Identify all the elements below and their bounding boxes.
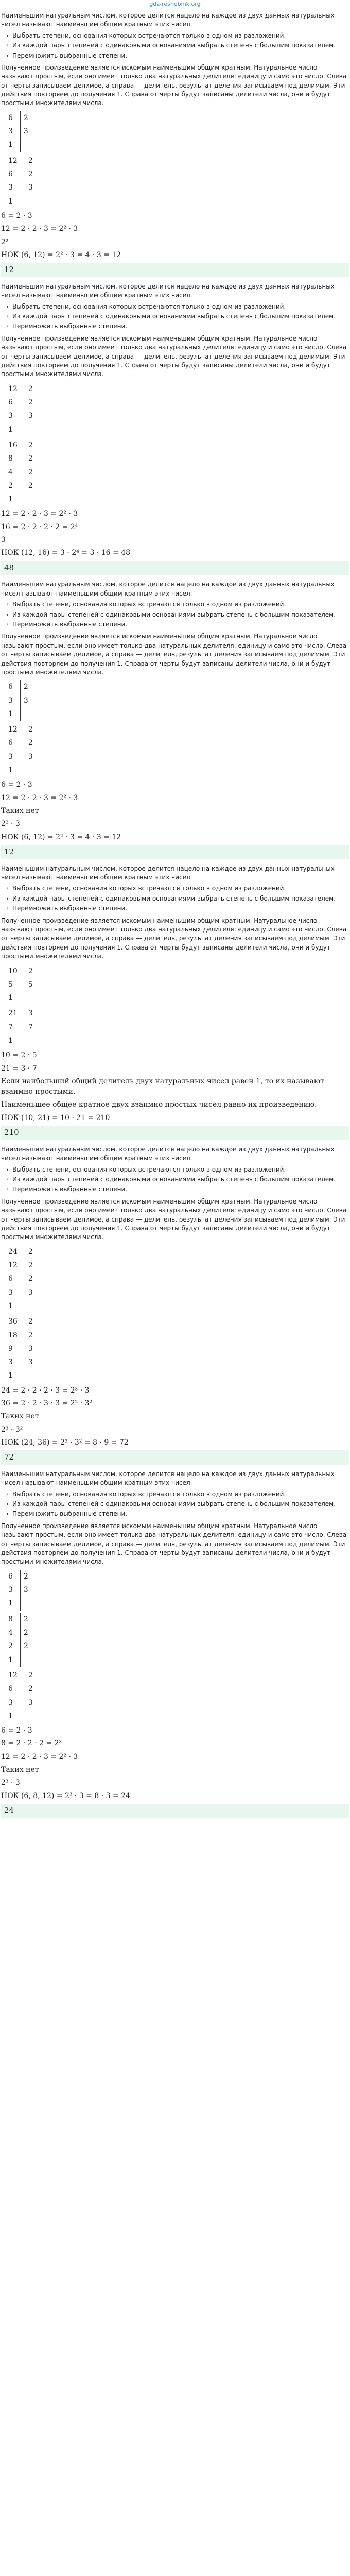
dividend-cell: 4 [8, 1629, 13, 1637]
factorization-row [5, 1272, 40, 1285]
formula-line: 16 = 2 · 2 · 2 · 2 = 2⁴ [1, 522, 78, 531]
factorization-row [5, 680, 36, 693]
step-bullet-icon: › [6, 1175, 9, 1183]
divisor-cell: 2 [25, 1272, 40, 1285]
factorization-table [5, 154, 40, 208]
dividend-cell: 6 [8, 1275, 13, 1283]
dividend-cell: 1 [8, 1599, 13, 1608]
algorithm-step-text: Из каждой пары степеней с одинаковыми основаниями выбрать степень с большим показателем. [12, 1175, 336, 1183]
step-bullet-icon: › [6, 1500, 9, 1508]
dividend-cell: 6 [8, 1685, 13, 1693]
factorization-row [5, 1626, 36, 1639]
formula-line: 8 = 2 · 2 · 2 = 2³ [1, 1739, 62, 1748]
algorithm-step-text: Из каждой пары степеней с одинаковыми основаниями выбрать степень с большим показателем. [12, 894, 336, 902]
divisor-cell [20, 707, 35, 721]
definition-text: Наименьшим натуральным числом, которое делится нацело на каждое из двух данных натуральных чисел называют наименьшим общим кратным этих чисел. [1, 581, 335, 597]
formula-line: 24 = 2 · 2 · 2 · 3 = 2³ · 3 [1, 1386, 90, 1395]
algorithm-step-text: Выбрать степени, основания которых встречаются только в одном из разложений. [12, 1490, 286, 1498]
step-bullet-icon: › [6, 52, 9, 59]
dividend-cell: 12 [8, 1671, 18, 1680]
factorization-row [5, 1669, 40, 1682]
dividend-cell: 9 [8, 1344, 13, 1353]
step-bullet-icon: › [6, 905, 9, 912]
divisor-cell: 2 [25, 479, 40, 493]
formula-line: 6 = 2 · 3 [1, 1726, 32, 1735]
factorization-row [5, 1021, 40, 1034]
factorization-row [5, 1245, 40, 1259]
algorithm-step-text: Из каждой пары степеней с одинаковыми основаниями выбрать степень с большим показателем. [12, 1500, 336, 1508]
dividend-cell: 18 [8, 1331, 18, 1340]
dividend-cell: 24 [8, 1247, 18, 1256]
factorization-row [5, 181, 40, 194]
divisor-cell [25, 195, 40, 208]
explanation-text: Полученное произведение является искомым наименьшим общим кратным. Натуральное число называют простым, если оно имеет только два натуральных делителя: единицу и само это число. Слева от черты записываем делимое, а справа — делитель, результат деления записываем под делимым. Эти действия повторяем до получения 1. Справа от черты будут записаны делители числа, они и будут простыми множителями числа. [1, 1522, 347, 1566]
algorithm-steps [1, 31, 349, 60]
divisor-cell: 3 [25, 1007, 40, 1020]
step-bullet-icon: › [6, 42, 9, 49]
divisor-cell: 2 [20, 680, 35, 693]
factorization-table [5, 1007, 40, 1047]
step-bullet-icon: › [6, 1490, 9, 1498]
algorithm-step-text: Из каждой пары степеней с одинаковыми основаниями выбрать степень с большим показателем. [12, 313, 336, 320]
algorithm-step [6, 1175, 349, 1184]
explanation-text: Полученное произведение является искомым наименьшим общим кратным. Натуральное число называют простым, если оно имеет только два натуральных делителя: единицу и само это число. Слева от черты записываем делимое, а справа — делитель, результат деления записываем под делимым. Эти действия повторяем до получения 1. Справа от черты будут записаны делители числа, они и будут простыми множителями числа. [1, 63, 347, 107]
divisor-cell: 2 [25, 964, 40, 978]
algorithm-step-text: Выбрать степени, основания которых встречаются только в одном из разложений. [12, 302, 286, 310]
formula-line: Таких нет [1, 1765, 39, 1774]
formula-line: 3 [1, 536, 6, 545]
definition-text: Наименьшим натуральным числом, которое делится нацело на каждое из двух данных натуральных чисел называют наименьшим общим кратным этих чисел. [1, 865, 335, 881]
algorithm-step-text: Выбрать степени, основания которых встречаются только в одном из разложений. [12, 31, 286, 39]
factorization-row [5, 1613, 36, 1626]
formula-line: НОК (6, 8, 12) = 2³ · 3 = 8 · 3 = 24 [1, 1791, 130, 1800]
dividend-cell: 3 [8, 1358, 13, 1367]
factorization-table [5, 964, 40, 1005]
algorithm-step-text: Перемножить выбранные степени. [12, 1185, 128, 1193]
algorithm-step [6, 1165, 349, 1174]
dividend-cell: 3 [8, 183, 13, 192]
divisor-cell: 3 [25, 1696, 40, 1709]
factorization-row [5, 1639, 36, 1653]
step-bullet-icon: › [6, 894, 9, 902]
algorithm-step [6, 620, 349, 629]
divisor-cell [25, 1369, 40, 1382]
factorization-row [5, 978, 40, 991]
dividend-cell: 16 [8, 440, 18, 449]
algorithm-step [6, 1500, 349, 1509]
factorization-row [5, 125, 36, 138]
dividend-cell: 1 [8, 425, 13, 434]
factorization-row [5, 1342, 40, 1355]
algorithm-step [6, 31, 349, 40]
algorithm-step-text: Из каждой пары степеней с одинаковыми основаниями выбрать степень с большим показателем. [12, 611, 336, 618]
dividend-cell: 1 [8, 197, 13, 206]
dividend-cell: 1 [8, 1036, 13, 1045]
formula-line: Если наибольший общий делитель двух натуральных чисел равен 1, то их называют взаимно простыми. [1, 1077, 324, 1096]
step-bullet-icon: › [6, 302, 9, 310]
algorithm-step [6, 1510, 349, 1518]
step-bullet-icon: › [6, 313, 9, 320]
dividend-cell: 6 [8, 113, 13, 122]
dividend-cell: 1 [8, 141, 13, 149]
formula-line: 6 = 2 · 3 [1, 781, 32, 789]
algorithm-step [6, 52, 349, 60]
factorization-row [5, 423, 40, 436]
algorithm-step [6, 884, 349, 893]
divisor-cell: 3 [25, 1342, 40, 1355]
explanation-text: Полученное произведение является искомым наименьшим общим кратным. Натуральное число называют простым, если оно имеет только два натуральных делителя: единицу и само это число. Слева от черты записываем делимое, а справа — делитель, результат деления записываем под делимым. Эти действия повторяем до получения 1. Справа от черты будут записаны делители числа, они и будут простыми множителями числа. [1, 633, 347, 676]
dividend-cell: 12 [8, 1261, 18, 1270]
dividend-cell: 1 [8, 1711, 13, 1720]
factorization-row [5, 764, 40, 777]
factorization-table [5, 1245, 40, 1313]
divisor-cell: 3 [25, 409, 40, 422]
divisor-cell [25, 764, 40, 777]
divisor-cell [25, 423, 40, 436]
dividend-cell: 3 [8, 1288, 13, 1297]
divisor-cell: 2 [20, 1626, 35, 1639]
solution-block [1, 1470, 349, 1818]
dividend-cell: 12 [8, 725, 18, 734]
formula-line: Наименьшее общее кратное двух взаимно простых чисел равно их произведению. [1, 1100, 317, 1109]
answer-box: 72 [1, 1450, 349, 1465]
step-bullet-icon: › [6, 1510, 9, 1518]
formula-line: 12 = 2 · 2 · 3 = 2² · 3 [1, 225, 78, 233]
definition-text: Наименьшим натуральным числом, которое делится нацело на каждое из двух данных натуральных чисел называют наименьшим общим кратным этих чисел. [1, 1470, 335, 1487]
dividend-cell: 2 [8, 481, 13, 490]
dividend-cell: 10 [8, 967, 18, 975]
divisor-cell: 2 [25, 723, 40, 736]
algorithm-step-text: Из каждой пары степеней с одинаковыми основаниями выбрать степень с большим показателем. [12, 42, 336, 49]
divisor-cell: 2 [25, 736, 40, 750]
dividend-cell: 6 [8, 1572, 13, 1581]
factorization-row [5, 1315, 40, 1328]
algorithm-steps [1, 884, 349, 913]
step-bullet-icon: › [6, 601, 9, 608]
dividend-cell: 8 [8, 454, 13, 463]
factorization-table [5, 1613, 36, 1667]
formula-line: Таких нет [1, 1412, 39, 1421]
factorization-row [5, 1709, 40, 1723]
factorization-row [5, 1329, 40, 1342]
algorithm-steps [1, 600, 349, 629]
algorithm-step [6, 1185, 349, 1194]
formula-line: НОК (24, 36) = 2³ · 3² = 8 · 9 = 72 [1, 1438, 129, 1447]
factorization-row [5, 1007, 40, 1020]
factorization-row [5, 154, 40, 167]
answer-box: 12 [1, 845, 349, 859]
algorithm-step [6, 41, 349, 50]
factorization-table [5, 723, 40, 777]
explanation-text: Полученное произведение является искомым наименьшим общим кратным. Натуральное число называют простым, если оно имеет только два натуральных делителя: единицу и само это число. Слева от черты записываем делимое, а справа — делитель, результат деления записываем под делимым. Эти действия повторяем до получения 1. Справа от черты будут записаны делители числа, они и будут простыми множителями числа. [1, 917, 347, 960]
algorithm-step-text: Выбрать степени, основания которых встречаются только в одном из разложений. [12, 601, 286, 608]
divisor-cell: 3 [25, 1355, 40, 1369]
dividend-cell: 6 [8, 739, 13, 748]
factorization-row [5, 1034, 40, 1047]
factorization-row [5, 707, 36, 721]
divisor-cell: 2 [25, 1669, 40, 1682]
dividend-cell: 6 [8, 683, 13, 691]
dividend-cell: 12 [8, 384, 18, 393]
formula-line: НОК (6, 12) = 2² · 3 = 4 · 3 = 12 [1, 833, 121, 841]
divisor-cell: 2 [25, 1245, 40, 1259]
formula-line: 12 = 2 · 2 · 3 = 2² · 3 [1, 1752, 78, 1761]
factorization-row [5, 1570, 36, 1583]
dividend-cell: 12 [8, 156, 18, 165]
divisor-cell: 3 [20, 1583, 35, 1597]
algorithm-step-text: Перемножить выбранные степени. [12, 52, 128, 59]
factorization-row [5, 964, 40, 978]
formula-line: 36 = 2 · 2 · 3 · 3 = 2² · 3² [1, 1399, 93, 1408]
factorization-row [5, 750, 40, 764]
factorization-row [5, 723, 40, 736]
divisor-cell: 2 [20, 111, 35, 125]
algorithm-step [6, 904, 349, 913]
explanation-text: Полученное произведение является искомым наименьшим общим кратным. Натуральное число называют простым, если оно имеет только два натуральных делителя: единицу и само это число. Слева от черты записываем делимое, а справа — делитель, результат деления записываем под делимым. Эти действия повторяем до получения 1. Справа от черты будут записаны делители числа, они и будут простыми множителями числа. [1, 1197, 347, 1241]
dividend-cell: 1 [8, 994, 13, 1003]
divisor-cell: 3 [20, 125, 35, 138]
dividend-cell: 21 [8, 1009, 18, 1018]
divisor-cell: 2 [25, 466, 40, 479]
formula-line: 2³ · 3 [1, 1778, 20, 1787]
factorization-row [5, 382, 40, 396]
formula-line: 12 = 2 · 2 · 3 = 2² · 3 [1, 510, 78, 518]
dividend-cell: 36 [8, 1317, 18, 1326]
factorization-table [5, 438, 40, 506]
formula-line: НОК (10, 21) = 10 · 21 = 210 [1, 1113, 110, 1122]
divisor-cell: 2 [25, 1329, 40, 1342]
factorization-table [5, 382, 40, 436]
divisor-cell [20, 1653, 35, 1667]
algorithm-step [6, 600, 349, 609]
step-bullet-icon: › [6, 1165, 9, 1173]
divisor-cell: 2 [25, 452, 40, 465]
algorithm-step-text: Перемножить выбранные степени. [12, 1510, 128, 1518]
factorization-row [5, 1653, 36, 1667]
factorization-row [5, 452, 40, 465]
factorization-row [5, 195, 40, 208]
factorization-table [5, 1315, 40, 1382]
dividend-cell: 8 [8, 1615, 13, 1623]
factorization-row [5, 1355, 40, 1369]
dividend-cell: 1 [8, 1655, 13, 1664]
answer-box: 210 [1, 1126, 349, 1140]
algorithm-step-text: Выбрать степени, основания которых встречаются только в одном из разложений. [12, 885, 286, 892]
dividend-cell: 2 [8, 1642, 13, 1651]
factorization-row [5, 466, 40, 479]
step-bullet-icon: › [6, 31, 9, 39]
divisor-cell [20, 1597, 35, 1610]
algorithm-steps [1, 1490, 349, 1519]
divisor-cell: 3 [25, 1286, 40, 1299]
dividend-cell: 3 [8, 752, 13, 761]
divisor-cell: 2 [25, 1315, 40, 1328]
formula-line: 2² · 3 [1, 820, 20, 828]
divisor-cell: 2 [20, 1639, 35, 1653]
factorization-row [5, 138, 36, 151]
formula-line: 2³ · 3² [1, 1425, 23, 1434]
formula-line: 2² [1, 238, 9, 246]
divisor-cell [25, 1034, 40, 1047]
step-bullet-icon: › [6, 620, 9, 628]
factorization-row [5, 1259, 40, 1272]
algorithm-step [6, 611, 349, 619]
explanation-text: Полученное произведение является искомым наименьшим общим кратным. Натуральное число называют простым, если оно имеет только два натуральных делителя: единицу и само это число. Слева от черты записываем делимое, а справа — делитель, результат деления записываем под делимым. Эти действия повторяем до получения 1. Справа от черты будут записаны делители числа, они и будут простыми множителями числа. [1, 334, 347, 378]
step-bullet-icon: › [6, 885, 9, 892]
dividend-cell: 7 [8, 1023, 13, 1031]
solutions-content [1, 11, 349, 1818]
algorithm-step [6, 322, 349, 331]
answer-box: 48 [1, 561, 349, 575]
definition-text: Наименьшим натуральным числом, которое делится нацело на каждое из двух данных натуральных чисел называют наименьшим общим кратным этих чисел. [1, 1145, 335, 1162]
answer-box: 12 [1, 263, 349, 277]
factorization-row [5, 396, 40, 409]
factorization-row [5, 991, 40, 1005]
factorization-row [5, 111, 36, 125]
divisor-cell [25, 1709, 40, 1723]
algorithm-steps [1, 1165, 349, 1194]
definition-text: Наименьшим натуральным числом, которое делится нацело на каждое из двух данных натуральных чисел называют наименьшим общим кратным этих чисел. [1, 282, 335, 299]
dividend-cell: 6 [8, 170, 13, 179]
factorization-row [5, 1583, 36, 1597]
factorization-table [5, 680, 36, 721]
divisor-cell [25, 1299, 40, 1313]
formula-line: НОК (6, 12) = 2² · 3 = 4 · 3 = 12 [1, 250, 121, 259]
dividend-cell: 4 [8, 468, 13, 477]
factorization-row [5, 438, 40, 452]
divisor-cell: 2 [25, 167, 40, 181]
divisor-cell: 5 [25, 978, 40, 991]
algorithm-step [6, 312, 349, 321]
dividend-cell: 3 [8, 696, 13, 705]
divisor-cell [20, 138, 35, 151]
step-bullet-icon: › [6, 323, 9, 330]
site-header-link[interactable]: gdz-reshebnik.org [149, 1, 201, 7]
solution-block [1, 580, 349, 859]
answer-box: 24 [1, 1804, 349, 1818]
definition-text: Наименьшим натуральным числом, которое делится нацело на каждое из двух данных натуральных чисел называют наименьшим общим кратным этих чисел. [1, 11, 335, 28]
formula-line: 6 = 2 · 3 [1, 211, 32, 220]
divisor-cell: 2 [20, 1570, 35, 1583]
factorization-row [5, 1299, 40, 1313]
dividend-cell: 3 [8, 127, 13, 136]
solution-block [1, 1145, 349, 1465]
divisor-cell: 2 [25, 1682, 40, 1696]
divisor-cell: 2 [20, 1613, 35, 1626]
divisor-cell: 3 [25, 750, 40, 764]
solution-block [1, 865, 349, 1140]
divisor-cell: 3 [25, 181, 40, 194]
divisor-cell: 2 [25, 1259, 40, 1272]
factorization-table [5, 1570, 36, 1611]
formula-line: НОК (12, 16) = 3 · 2⁴ = 3 · 16 = 48 [1, 549, 130, 557]
factorization-row [5, 167, 40, 181]
divisor-cell: 2 [25, 396, 40, 409]
solution-block [1, 11, 349, 277]
algorithm-step-text: Перемножить выбранные степени. [12, 905, 128, 912]
divisor-cell [25, 991, 40, 1005]
dividend-cell: 1 [8, 766, 13, 775]
algorithm-step-text: Перемножить выбранные степени. [12, 620, 128, 628]
dividend-cell: 3 [8, 1586, 13, 1595]
algorithm-step [6, 894, 349, 903]
step-bullet-icon: › [6, 1185, 9, 1193]
dividend-cell: 3 [8, 1698, 13, 1707]
dividend-cell: 6 [8, 398, 13, 407]
formula-line: 21 = 3 · 7 [1, 1064, 37, 1073]
divisor-cell [25, 493, 40, 506]
factorization-row [5, 1682, 40, 1696]
factorization-row [5, 479, 40, 493]
algorithm-step-text: Выбрать степени, основания которых встречаются только в одном из разложений. [12, 1165, 286, 1173]
factorization-row [5, 1369, 40, 1382]
formula-line: 10 = 2 · 5 [1, 1051, 37, 1060]
formula-line: 12 = 2 · 2 · 3 = 2² · 3 [1, 793, 78, 802]
formula-line: Таких нет [1, 806, 39, 815]
algorithm-step [6, 1490, 349, 1499]
factorization-row [5, 1696, 40, 1709]
dividend-cell: 3 [8, 412, 13, 420]
divisor-cell: 2 [25, 382, 40, 396]
divisor-cell: 2 [25, 438, 40, 452]
algorithm-step [6, 302, 349, 311]
dividend-cell: 1 [8, 1371, 13, 1380]
dividend-cell: 5 [8, 980, 13, 989]
solution-block [1, 282, 349, 575]
algorithm-step-text: Перемножить выбранные степени. [12, 323, 128, 330]
factorization-table [5, 1669, 40, 1723]
factorization-row [5, 1597, 36, 1610]
dividend-cell: 1 [8, 495, 13, 504]
algorithm-steps [1, 302, 349, 331]
divisor-cell: 2 [25, 154, 40, 167]
dividend-cell: 1 [8, 709, 13, 718]
step-bullet-icon: › [6, 611, 9, 618]
factorization-row [5, 409, 40, 422]
factorization-row [5, 493, 40, 506]
dividend-cell: 1 [8, 1301, 13, 1310]
factorization-row [5, 736, 40, 750]
divisor-cell: 3 [20, 694, 35, 707]
factorization-row [5, 1286, 40, 1299]
divisor-cell: 7 [25, 1021, 40, 1034]
factorization-row [5, 694, 36, 707]
factorization-table [5, 111, 36, 152]
